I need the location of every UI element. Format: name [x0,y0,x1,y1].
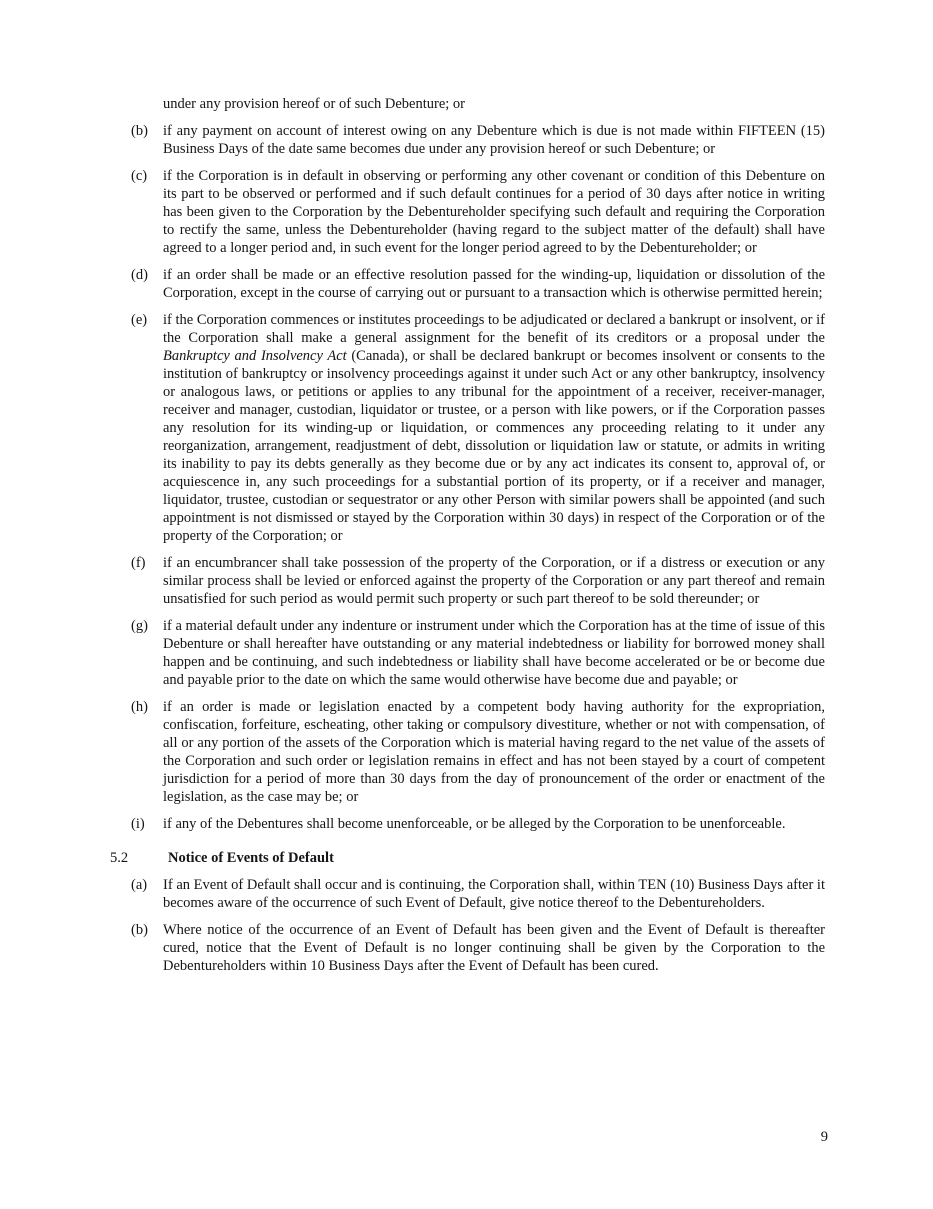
clause-item [131,266,825,302]
section-number: 5.2 [110,850,129,866]
clause-text: if an order is made or legislation enacted by a competent body having authority for the expropriation, confiscation, forfeiture, escheating, other taking or compulsory divestiture, whether or not with compensation, of all or any portion of the assets of the Corporation which is material having regard to the net value of the assets of the Corporation and such order or legislation remains in effect and has not been stayed by a court of competent jurisdiction for a period of more than 30 days from the day of pronouncement of the order or enactment of the legislation, as the case may be; or [163,699,825,805]
page-content [110,95,825,984]
section-heading [110,849,825,867]
clause-marker: (i) [131,816,145,832]
clause-text: If an Event of Default shall occur and is continuing, the Corporation shall, within TEN (10) Business Days after it becomes aware of the occurrence of such Event of Default, give notice thereof to the Debentureholders. [163,877,825,911]
clause-text: Where notice of the occurrence of an Event of Default has been given and the Event of Default is thereafter cured, notice that the Event of Default is no longer continuing shall be given by the Corporation to the Debentureholders within 10 Business Days after the Event of Default has been cured. [163,922,825,974]
italic-statute-name: Bankruptcy and Insolvency Act [163,348,347,364]
events-of-default-list [131,122,825,833]
clause-item [131,311,825,545]
clause-text: if the Corporation is in default in observing or performing any other covenant or condition of this Debenture on its part to be observed or performed and if such default continues for a period of 30 days after notice in writing has been given to the Corporation by the Debentureholder specifying such default and requiring the Corporation to rectify the same, unless the Debentureholder (having regard to the subject matter of the default) shall have agreed to a longer period and, in such event for the longer period agreed to by the Debentureholder; or [163,168,825,256]
section-title: Notice of Events of Default [168,850,334,866]
clause-text: if a material default under any indenture or instrument under which the Corporation has at the time of issue of this Debenture or shall hereafter have outstanding or any material indebtedness or liability for borrowed money shall happen and be continuing, and such indebtedness or liability shall have become accelerated or be or become due and payable prior to the date on which the same would otherwise have become due and payable; or [163,618,825,688]
clause-marker: (a) [131,877,148,893]
clause-text: if the Corporation commences or institutes proceedings to be adjudicated or declared a bankrupt or insolvent, or if the Corporation shall make a general assignment for the benefit of its creditors or a proposal under the Bankruptcy and Insolvency Act (Canada), or shall be declared bankrupt or becomes insolvent or consents to the institution of bankruptcy or insolvency proceedings against it under such Act or any other bankruptcy, insolvency or analogous laws, or petitions or applies to any tribunal for the appointment of a receiver, receiver-manager, receiver and manager, custodian, liquidator or trustee, or a person with like powers, or if the Corporation passes any resolution for its winding-up or liquidation, or commences any proceeding relating to it under any reorganization, arrangement, readjustment of debt, dissolution or liquidation law or statute, or admits in writing its inability to pay its debts generally as they become due or by any act indicates its consent to, approval of, or acquiescence in, any such proceedings for a substantial portion of its property, or if a receiver and manager, liquidator, trustee, custodian or sequestrator or any other Person with similar powers shall be appointed (and such appointment is not dismissed or stayed by the Corporation within 30 days) in respect of the Corporation or of the property of the Corporation; or [163,312,825,544]
clause-item [131,554,825,608]
clause-text: if an order shall be made or an effective resolution passed for the winding-up, liquidation or dissolution of the Corporation, except in the course of carrying out or pursuant to a transaction which is otherwise permitted herein; [163,267,825,301]
continuation-paragraph: under any provision hereof or of such Debenture; or [163,96,465,112]
clause-item [131,167,825,257]
clause-text: if any payment on account of interest owing on any Debenture which is due is not made within FIFTEEN (15) Business Days of the date same becomes due under any provision hereof or such Debenture; or [163,123,825,157]
clause-item [131,921,825,975]
clause-item [131,815,825,833]
clause-marker: (d) [131,267,148,283]
notice-of-default-list [131,876,825,975]
clause-marker: (b) [131,123,148,139]
clause-marker: (g) [131,618,148,634]
clause-text: if any of the Debentures shall become unenforceable, or be alleged by the Corporation to be unenforceable. [163,816,786,832]
clause-item [131,876,825,912]
clause-item [131,617,825,689]
clause-marker: (e) [131,312,148,328]
page-number: 9 [820,1129,828,1145]
clause-item [131,122,825,158]
clause-text: if an encumbrancer shall take possession of the property of the Corporation, or if a distress or execution or any similar process shall be levied or enforced against the property of the Corporation or any part thereof and remain unsatisfied for such period as would permit such property or such part thereof to be sold thereunder; or [163,555,825,607]
clause-marker: (h) [131,699,148,715]
clause-marker: (b) [131,922,148,938]
clause-marker: (c) [131,168,148,184]
clause-item [131,698,825,806]
clause-marker: (f) [131,555,146,571]
